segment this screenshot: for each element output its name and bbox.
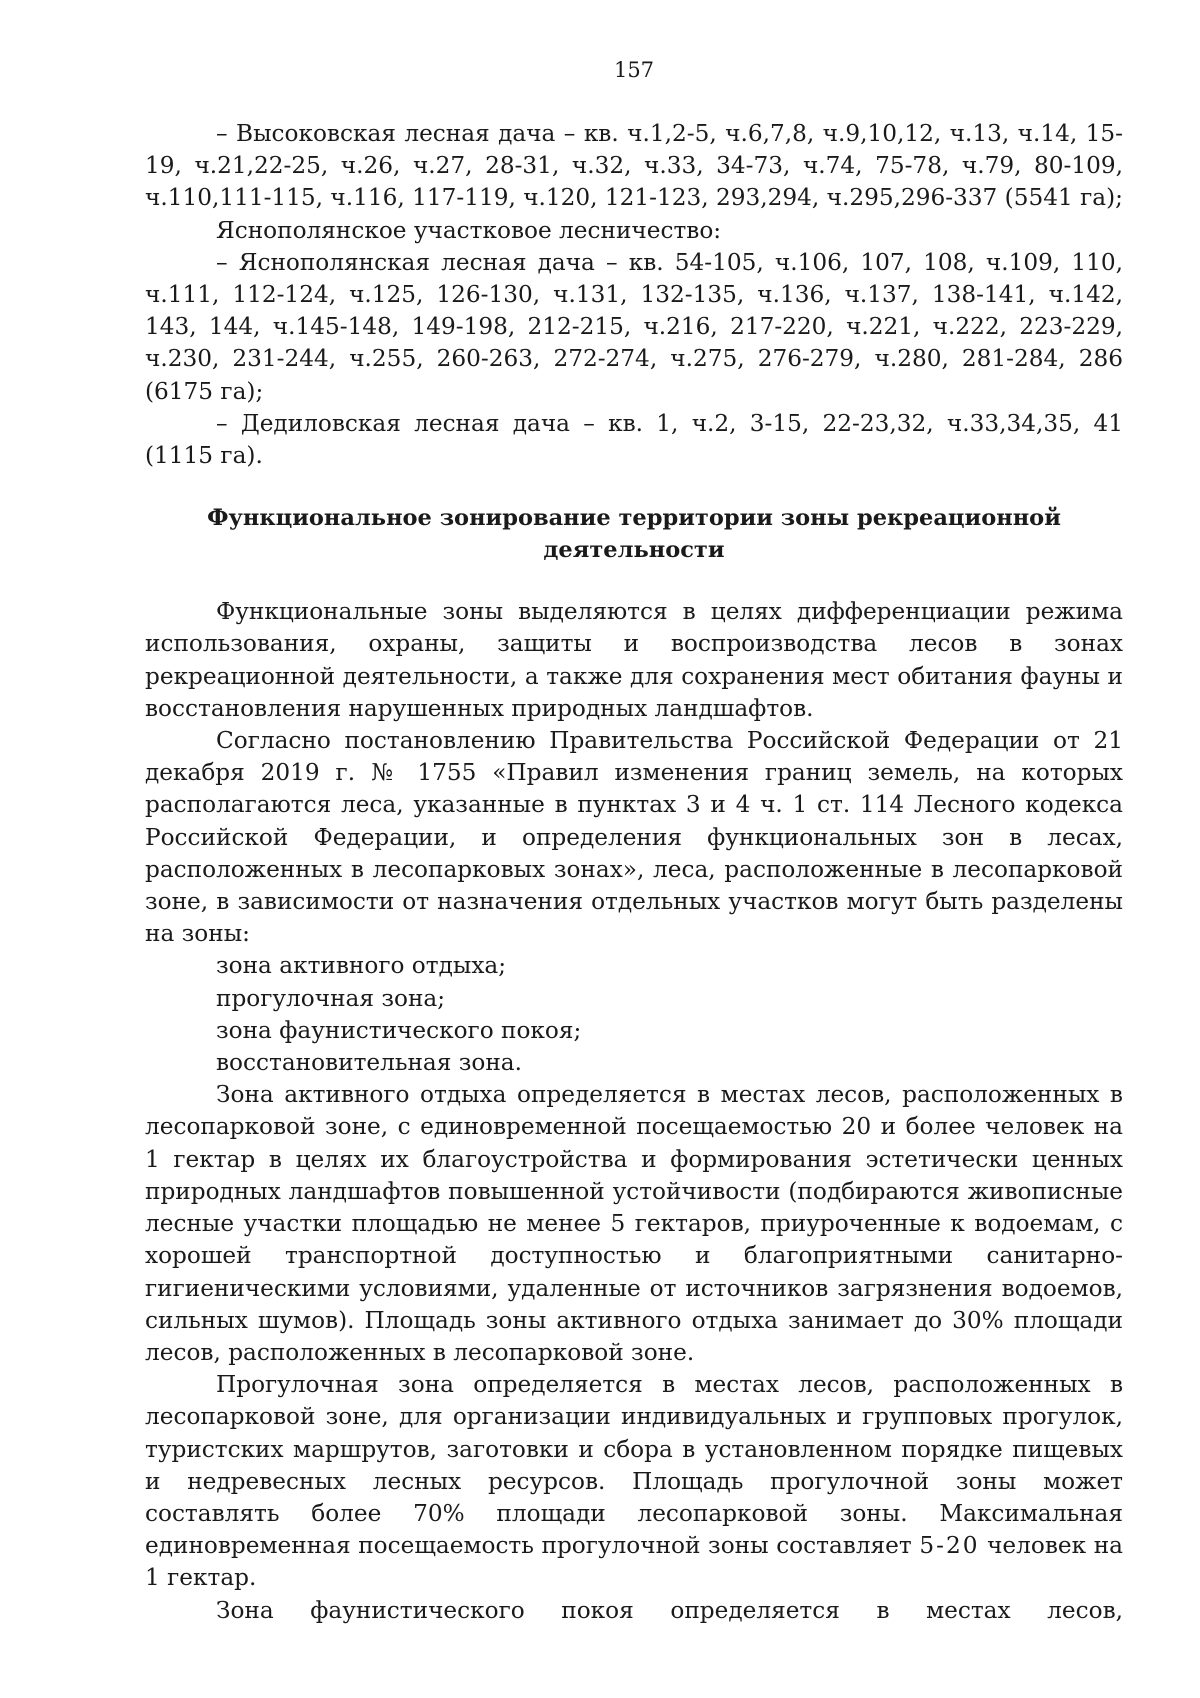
paragraph-government-decree: Согласно постановлению Правительства Российской Федерации от 21 декабря 2019 г. № 1755 «Правил изменения границ земель, на которых располагаются леса, указанные в пунктах 3 и 4 ч. 1 ст. 114 Лесного кодекса Российской Федерации, и определения функциональных зон в лесах, расположенных в лесопарковых зонах», леса, расположенные в лесопарковой зоне, в зависимости от назначения отдельных участков могут быть разделены на зоны:: [145, 727, 1123, 948]
paragraph-yasnopolyanskaya: – Яснополянская лесная дача – кв. 54-105, ч.106, 107, 108, ч.109, 110, ч.111, 112-124, ч.125, 126-130, ч.131, 132-135, ч.136, ч.137, 138-141, ч.142, 143, 144, ч.145-148, 149-198, 212-215, ч.216, 217-220, ч.221, ч.222, 223-229, ч.230, 231-244, ч.255, 260-263, 272-274, ч.275, 276-279, ч.280, 281-284, 286 (6175 га);: [145, 248, 1123, 405]
list-item-fauna-zone: зона фаунистического покоя;: [216, 1016, 582, 1044]
list-item-walking-zone: прогулочная зона;: [216, 984, 446, 1012]
section-heading: Функциональное зонирование территории зоны рекреационной деятельности: [207, 505, 1061, 564]
paragraph-vysokovskaya: – Высоковская лесная дача – кв. ч.1,2-5, ч.6,7,8, ч.9,10,12, ч.13, ч.14, 15-19, ч.21,22-25, ч.26, ч.27, 28-31, ч.32, ч.33, 34-73, ч.74, 75-78, ч.79, 80-109, ч.110,111-115, ч.116, 117-119, ч.120, 121-123, 293,294, ч.295,296-337 (5541 га);: [145, 120, 1123, 212]
page-content: [145, 118, 1123, 1627]
list-item-restoration-zone: восстановительная зона.: [216, 1049, 523, 1077]
paragraph-dedilovskaya: – Дедиловская лесная дача – кв. 1, ч.2, 3-15, 22-23,32, ч.33,34,35, 41 (1115 га).: [145, 409, 1123, 470]
page-number: 157: [613, 58, 655, 82]
walking-zone-main-text: Прогулочная зона определяется в местах лесов, расположенных в лесопарковой зоне, для организации индивидуальных и групповых прогулок, туристских маршрутов, заготовки и сбора в установленном порядке пищевых и недревесных лесных ресурсов. Площадь прогулочной зоны может составлять более 70% площади лесопарковой зоны. Максимальная единовременная посещаемость прогулочной зоны составляет: [145, 1371, 1123, 1560]
walking-zone-tail: человек на 1 гектар.: [145, 1532, 1123, 1592]
walking-zone-range: 5-20: [919, 1532, 980, 1560]
paragraph-yasnopolyanskoe-header: Яснополянское участковое лесничество:: [216, 216, 722, 244]
paragraph-walking-zone: [145, 1369, 1123, 1594]
paragraph-fauna-zone: Зона фаунистического покоя определяется в местах лесов,: [216, 1596, 1123, 1624]
list-item-active-zone: зона активного отдыха;: [216, 952, 507, 980]
paragraph-active-rest-zone: Зона активного отдыха определяется в местах лесов, расположенных в лесопарковой зоне, с единовременной посещаемостью 20 и более человек на 1 гектар в целях их благоустройства и формирования эстетически ценных природных ландшафтов повышенной устойчивости (подбираются живописные лесные участки площадью не менее 5 гектаров, приуроченные к водоемам, с хорошей транспортной доступностью и благоприятными санитарно-гигиеническими условиями, удаленные от источников загрязнения водоемов, сильных шумов). Площадь зоны активного отдыха занимает до 30% площади лесов, расположенных в лесопарковой зоне.: [145, 1081, 1123, 1366]
paragraph-functional-zones: Функциональные зоны выделяются в целях дифференциации режима использования, охраны, защиты и воспроизводства лесов в зонах рекреационной деятельности, а также для сохранения мест обитания фауны и восстановления нарушенных природных ландшафтов.: [145, 598, 1123, 722]
